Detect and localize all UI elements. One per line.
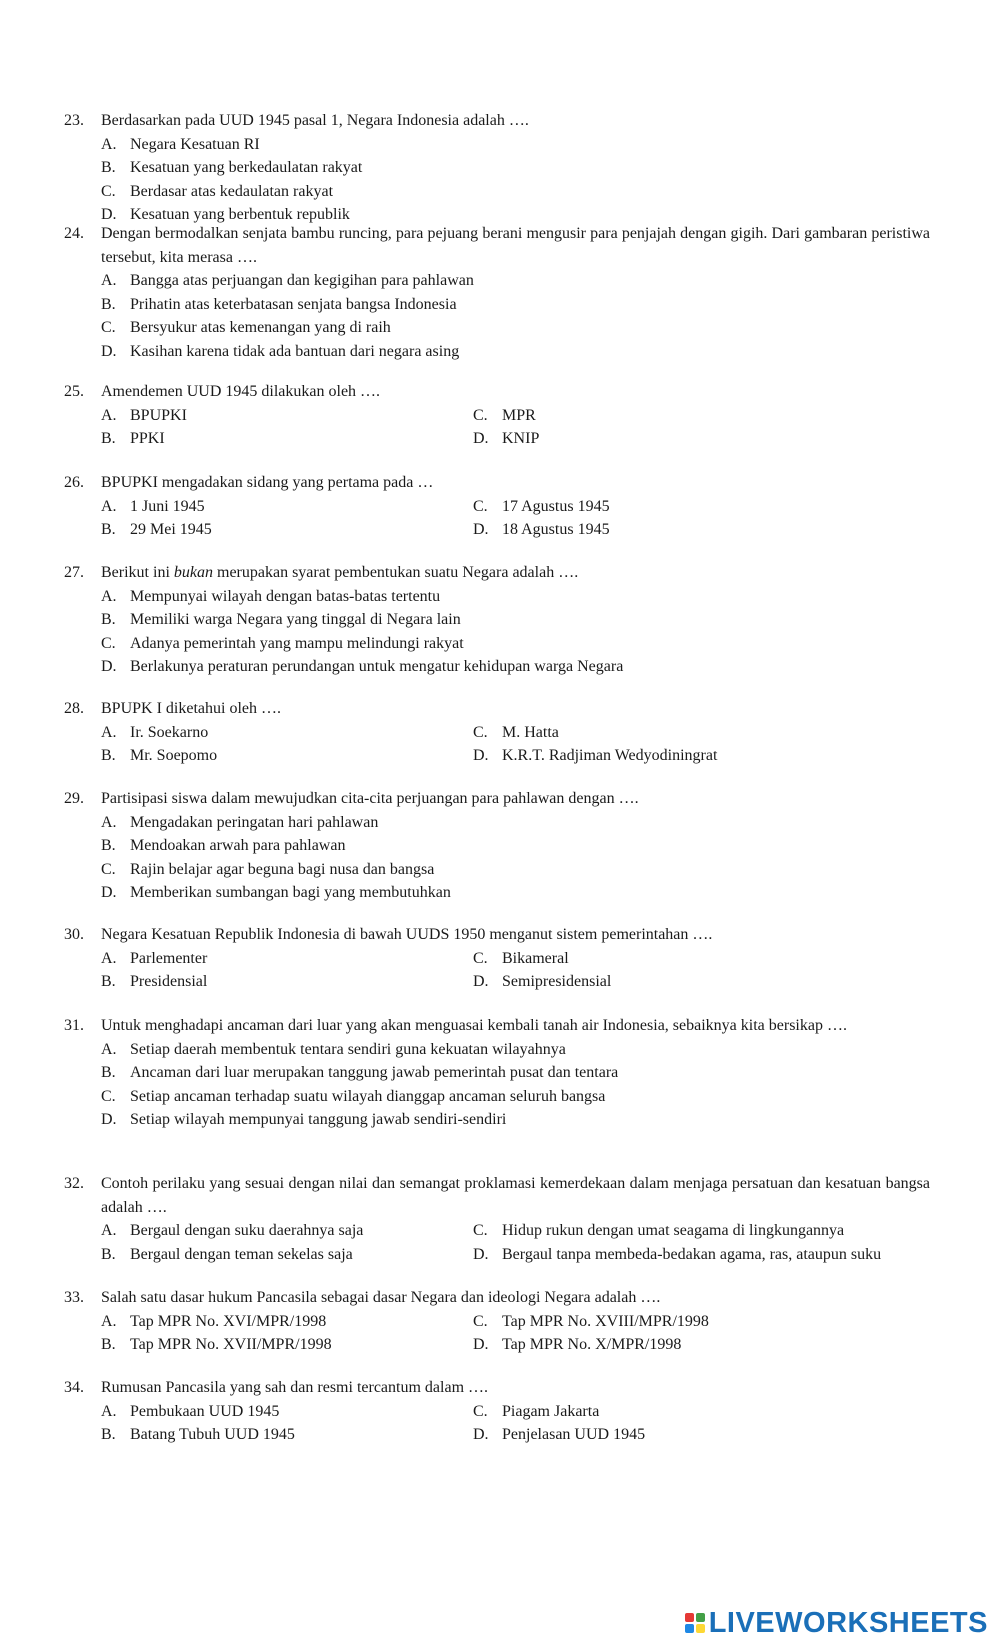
option-a[interactable]: A. Negara Kesatuan RI [101,135,260,153]
option-a[interactable]: A. Bergaul dengan suku daerahnya saja [101,1222,364,1239]
brand-text: LIVEWORKSHEETS [708,1607,988,1639]
question-text: Amendemen UUD 1945 dilakukan oleh …. [101,383,381,400]
question-25 [64,380,930,451]
option-a[interactable]: A. Parlementer [101,949,208,967]
option-b[interactable]: B. PPKI [101,430,165,447]
option-b[interactable]: B. Bergaul dengan teman sekelas saja [101,1245,353,1263]
option-c[interactable]: C. Berdasar atas kedaulatan rakyat [101,182,334,200]
question-number: 34. [64,1379,84,1396]
option-b[interactable]: B. Kesatuan yang berkedaulatan rakyat [101,159,363,176]
option-c[interactable]: C. Tap MPR No. XVIII/MPR/1998 [473,1312,709,1330]
question-text: BPUPKI mengadakan sidang yang pertama pada … [101,474,434,491]
question-30 [64,923,930,994]
option-c[interactable]: C. 17 Agustus 1945 [473,497,610,515]
question-text: Partisipasi siswa dalam mewujudkan cita-cita perjuangan para pahlawan dengan …. [101,790,639,807]
question-text: Berikut ini bukan merupakan syarat pembentukan suatu Negara adalah …. [101,564,579,581]
option-d[interactable]: D. Kasihan karena tidak ada bantuan dari negara asing [101,342,460,360]
option-c[interactable]: C. Piagam Jakarta [473,1402,600,1420]
option-b[interactable]: B. Presidensial [101,973,208,990]
question-31 [64,1014,930,1132]
question-number: 29. [64,790,84,807]
option-b[interactable]: B. Mendoakan arwah para pahlawan [101,837,346,854]
question-28 [64,697,930,768]
question-33 [64,1286,930,1357]
option-b[interactable]: B. Prihatin atas keterbatasan senjata bangsa Indonesia [101,295,457,313]
option-d[interactable]: D. Tap MPR No. X/MPR/1998 [473,1336,682,1353]
option-d[interactable]: D. Setiap wilayah mempunyai tanggung jawab sendiri-sendiri [101,1111,507,1128]
question-24 [64,222,930,363]
option-a[interactable]: A. Tap MPR No. XVI/MPR/1998 [101,1312,327,1330]
option-b[interactable]: B. Ancaman dari luar merupakan tanggung jawab pemerintah pusat dan tentara [101,1064,619,1081]
option-c[interactable]: C. M. Hatta [473,723,559,741]
option-b[interactable]: B. Memiliki warga Negara yang tinggal di Negara lain [101,611,461,628]
question-text: Dengan bermodalkan senjata bambu runcing, para pejuang berani mengusir para penjajah dengan gigih. Dari gambaran peristiwa tersebut, kita merasa …. [101,225,930,266]
question-27 [64,561,930,679]
logo-square-green [696,1613,705,1622]
question-number: 28. [64,700,84,717]
option-a[interactable]: A. Setiap daerah membentuk tentara sendiri guna kekuatan wilayahnya [101,1040,566,1058]
question-32 [64,1172,930,1266]
option-a[interactable]: A. Mempunyai wilayah dengan batas-batas tertentu [101,587,441,605]
question-text: Rumusan Pancasila yang sah dan resmi tercantum dalam …. [101,1379,489,1396]
option-d[interactable]: D. Semipresidensial [473,973,612,990]
question-text: Salah satu dasar hukum Pancasila sebagai dasar Negara dan ideologi Negara adalah …. [101,1289,661,1306]
liveworksheets-branding[interactable] [685,1607,988,1639]
option-d[interactable]: D. Bergaul tanpa membeda-bedakan agama, ras, ataupun suku [473,1245,882,1263]
question-text: BPUPK I diketahui oleh …. [101,700,281,717]
question-23 [64,109,930,227]
option-a[interactable]: A. Mengadakan peringatan hari pahlawan [101,813,379,831]
question-number: 31. [64,1017,84,1034]
question-number: 27. [64,564,84,581]
question-number: 25. [64,383,84,400]
option-c[interactable]: C. Bersyukur atas kemenangan yang di raih [101,319,391,336]
logo-square-red [685,1613,694,1622]
option-d[interactable]: D. KNIP [473,430,540,447]
question-26 [64,471,930,542]
question-number: 23. [64,112,84,129]
question-29 [64,787,930,905]
emphasis-word: bukan [173,564,213,581]
option-d[interactable]: D. 18 Agustus 1945 [473,521,610,538]
option-c[interactable]: C. Adanya pemerintah yang mampu melindungi rakyat [101,634,464,652]
option-d[interactable]: D. Memberikan sumbangan bagi yang membutuhkan [101,884,451,901]
option-b[interactable]: B. Tap MPR No. XVII/MPR/1998 [101,1336,332,1353]
option-c[interactable]: C. Rajin belajar agar beguna bagi nusa dan bangsa [101,860,435,878]
option-b[interactable]: B. Mr. Soepomo [101,747,218,764]
option-a[interactable]: A. Bangga atas perjuangan dan kegigihan para pahlawan [101,272,474,289]
option-a[interactable]: A. Pembukaan UUD 1945 [101,1402,280,1420]
option-d[interactable]: D. Penjelasan UUD 1945 [473,1426,646,1443]
question-text: Untuk menghadapi ancaman dari luar yang akan menguasai kembali tanah air Indonesia, sebaiknya kita bersikap …. [101,1017,847,1034]
option-a[interactable]: A. BPUPKI [101,406,187,424]
option-d[interactable]: D. Berlakunya peraturan perundangan untuk mengatur kehidupan warga Negara [101,658,624,675]
question-text: Berdasarkan pada UUD 1945 pasal 1, Negara Indonesia adalah …. [101,112,529,129]
option-c[interactable]: C. Bikameral [473,949,569,967]
liveworksheets-logo-icon [685,1613,705,1633]
option-b[interactable]: B. 29 Mei 1945 [101,521,212,538]
option-d[interactable]: D. K.R.T. Radjiman Wedyodiningrat [473,747,718,764]
logo-square-yellow [696,1624,705,1633]
logo-square-blue [685,1624,694,1633]
option-b[interactable]: B. Batang Tubuh UUD 1945 [101,1426,295,1443]
question-number: 30. [64,926,84,943]
option-c[interactable]: C. MPR [473,406,536,424]
question-text: Negara Kesatuan Republik Indonesia di bawah UUDS 1950 menganut sistem pemerintahan …. [101,926,713,943]
question-number: 32. [64,1175,84,1192]
option-c[interactable]: C. Setiap ancaman terhadap suatu wilayah dianggap ancaman seluruh bangsa [101,1087,606,1105]
question-number: 24. [64,225,84,242]
question-number: 26. [64,474,84,491]
option-a[interactable]: A. 1 Juni 1945 [101,497,205,515]
option-c[interactable]: C. Hidup rukun dengan umat seagama di lingkungannya [473,1222,845,1239]
question-34 [64,1376,930,1447]
question-number: 33. [64,1289,84,1306]
option-d[interactable]: D. Kesatuan yang berbentuk republik [101,206,350,223]
question-text: Contoh perilaku yang sesuai dengan nilai dan semangat proklamasi kemerdekaan dalam menjaga persatuan dan kesatuan bangsa adalah …. [101,1175,930,1216]
option-a[interactable]: A. Ir. Soekarno [101,723,209,741]
